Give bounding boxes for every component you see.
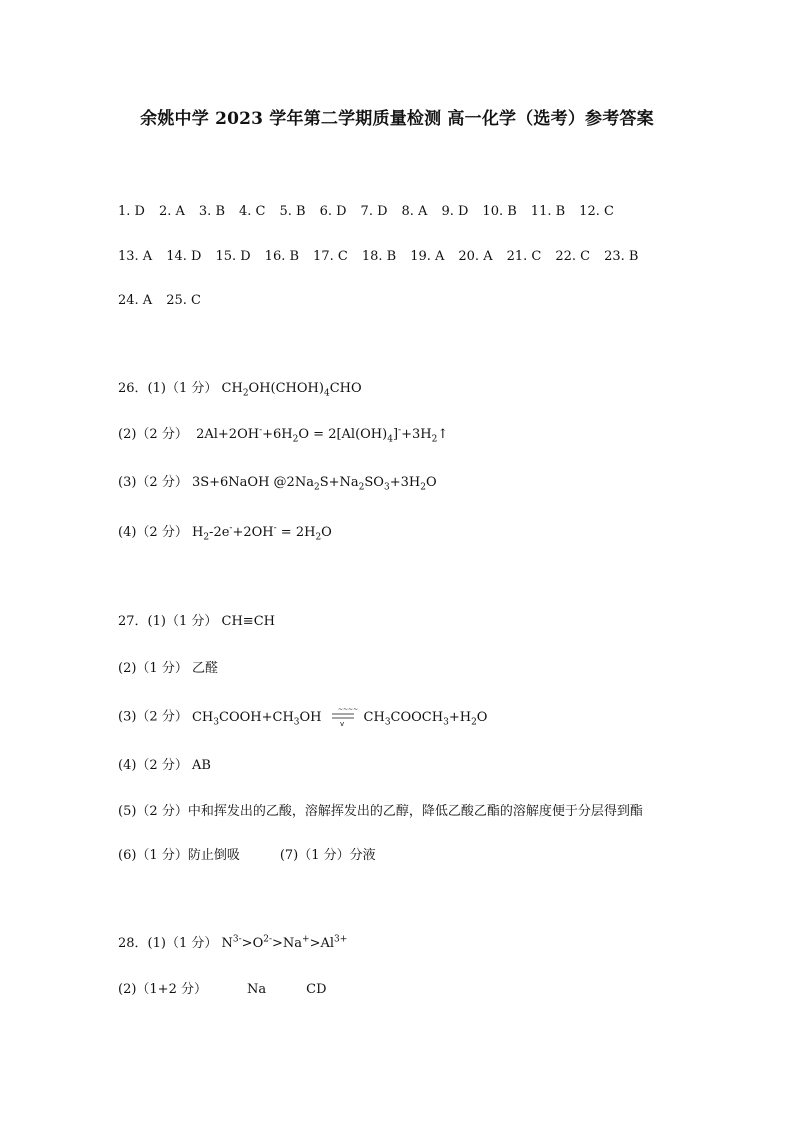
- q26-p1-answer: $CH_2OH(CHOH)_4CHO$: [221, 381, 362, 399]
- q27-part2: [118, 660, 218, 678]
- mc-answer: 24. A: [118, 293, 153, 308]
- q27-part5: [118, 803, 643, 821]
- q27-p7-answer: 分液: [349, 848, 376, 863]
- reversible-arrow-icon: [328, 708, 358, 726]
- q28-part1: [118, 935, 347, 953]
- mc-answer: 19. A: [410, 249, 445, 264]
- q28-p2-label: (2)（1+2 分）: [118, 982, 207, 997]
- q26-p2-answer: $2Al+2OH^-+6H_2O$ = $2[Al(OH)_4]^-+3H_2↑$: [191, 425, 449, 445]
- mc-answer: 2. A: [158, 204, 185, 219]
- q27-part3: [118, 708, 487, 727]
- mc-answer: 8. A: [401, 204, 428, 219]
- q27-p6-answer: 防止倒吸: [187, 848, 240, 863]
- q26-p3-answer: 3S+6NaOH $@2Na_2S+Na_2SO_3+3H_2O$: [191, 475, 437, 493]
- q27-part4: [118, 757, 211, 775]
- q28-part2: [118, 981, 327, 999]
- q28-p1-answer: $N^{3-}>O^{2-}>Na^+>Al^{3+}$: [221, 934, 348, 951]
- svg-text:v: v: [339, 720, 344, 728]
- mc-answer: 7. D: [360, 204, 388, 219]
- mc-answer: 10. B: [482, 204, 517, 219]
- mc-answer: 1. D: [118, 204, 145, 219]
- mc-answer: 21. C: [506, 249, 542, 264]
- mc-answer: 6. D: [319, 204, 347, 219]
- q26-p2-label: (2)（2 分）: [118, 427, 188, 442]
- q27-p1-answer: CH≡CH: [221, 614, 275, 629]
- q27-p2-answer: 乙醛: [191, 661, 218, 676]
- mc-answer: 22. C: [555, 249, 591, 264]
- mc-answer: 12. C: [579, 204, 614, 219]
- q27-p3-answer: $CH_3COOH+CH_3OH$ ~~~~ v $CH_3COOCH_3+H_2O$: [191, 706, 488, 728]
- mc-answer: 16. B: [264, 249, 300, 264]
- q26-p1-label: 26．(1)（1 分）: [118, 381, 218, 396]
- q28-p2-answer-a: Na: [246, 982, 267, 997]
- mc-answer: 17. C: [313, 249, 348, 264]
- mc-answer: 5. B: [279, 204, 306, 219]
- q26-p4-label: (4)（2 分）: [118, 525, 188, 540]
- svg-text:~~~~: ~~~~: [337, 706, 358, 713]
- page-title: 余姚中学 2023 学年第二学期质量检测 高一化学（选考）参考答案: [140, 109, 654, 129]
- mc-answer: 14. D: [166, 249, 202, 264]
- q27-p1-label: 27．(1)（1 分）: [118, 614, 218, 629]
- mc-answer: 9. D: [441, 204, 469, 219]
- q27-p4-label: (4)（2 分）: [118, 758, 188, 773]
- mc-answer: 11. B: [530, 204, 566, 219]
- mc-row-2: [118, 248, 653, 266]
- q27-p3-label: (3)（2 分）: [118, 709, 188, 725]
- mc-answer: 4. C: [239, 204, 266, 219]
- q27-p4-answer: AB: [191, 758, 211, 773]
- mc-row-3: [118, 292, 215, 310]
- q27-p6-label: (6)（1 分）: [118, 848, 188, 863]
- mc-answer: 18. B: [361, 249, 397, 264]
- mc-answer: 23. B: [604, 249, 639, 264]
- mc-row-1: [118, 203, 628, 221]
- q27-part6-7: [118, 847, 376, 865]
- q28-p2-answer-b: CD: [306, 982, 327, 997]
- mc-answer: 15. D: [215, 249, 251, 264]
- q28-p1-label: 28．(1)（1 分）: [118, 936, 218, 951]
- mc-answer: 13. A: [118, 249, 153, 264]
- mc-answer: 20. A: [458, 249, 493, 264]
- q26-part1: [118, 380, 362, 398]
- q27-p5-label: (5)（2 分）: [118, 804, 188, 819]
- mc-answer: 25. C: [166, 293, 201, 308]
- q27-p5-answer: 中和挥发出的乙酸，溶解挥发出的乙醇，降低乙酸乙酯的溶解度便于分层得到酯: [187, 804, 643, 819]
- q26-part2: [118, 426, 448, 444]
- q26-part4: [118, 524, 332, 542]
- q27-p7-label: (7)（1 分）: [279, 848, 350, 863]
- q27-p2-label: (2)（1 分）: [118, 661, 188, 676]
- q26-part3: [118, 474, 437, 492]
- q26-p3-label: (3)（2 分）: [118, 475, 188, 490]
- q26-p4-answer: $H_2-2e^-+2OH^- = 2H_2O$: [191, 523, 332, 543]
- mc-answer: 3. B: [198, 204, 225, 219]
- q27-part1: [118, 613, 275, 631]
